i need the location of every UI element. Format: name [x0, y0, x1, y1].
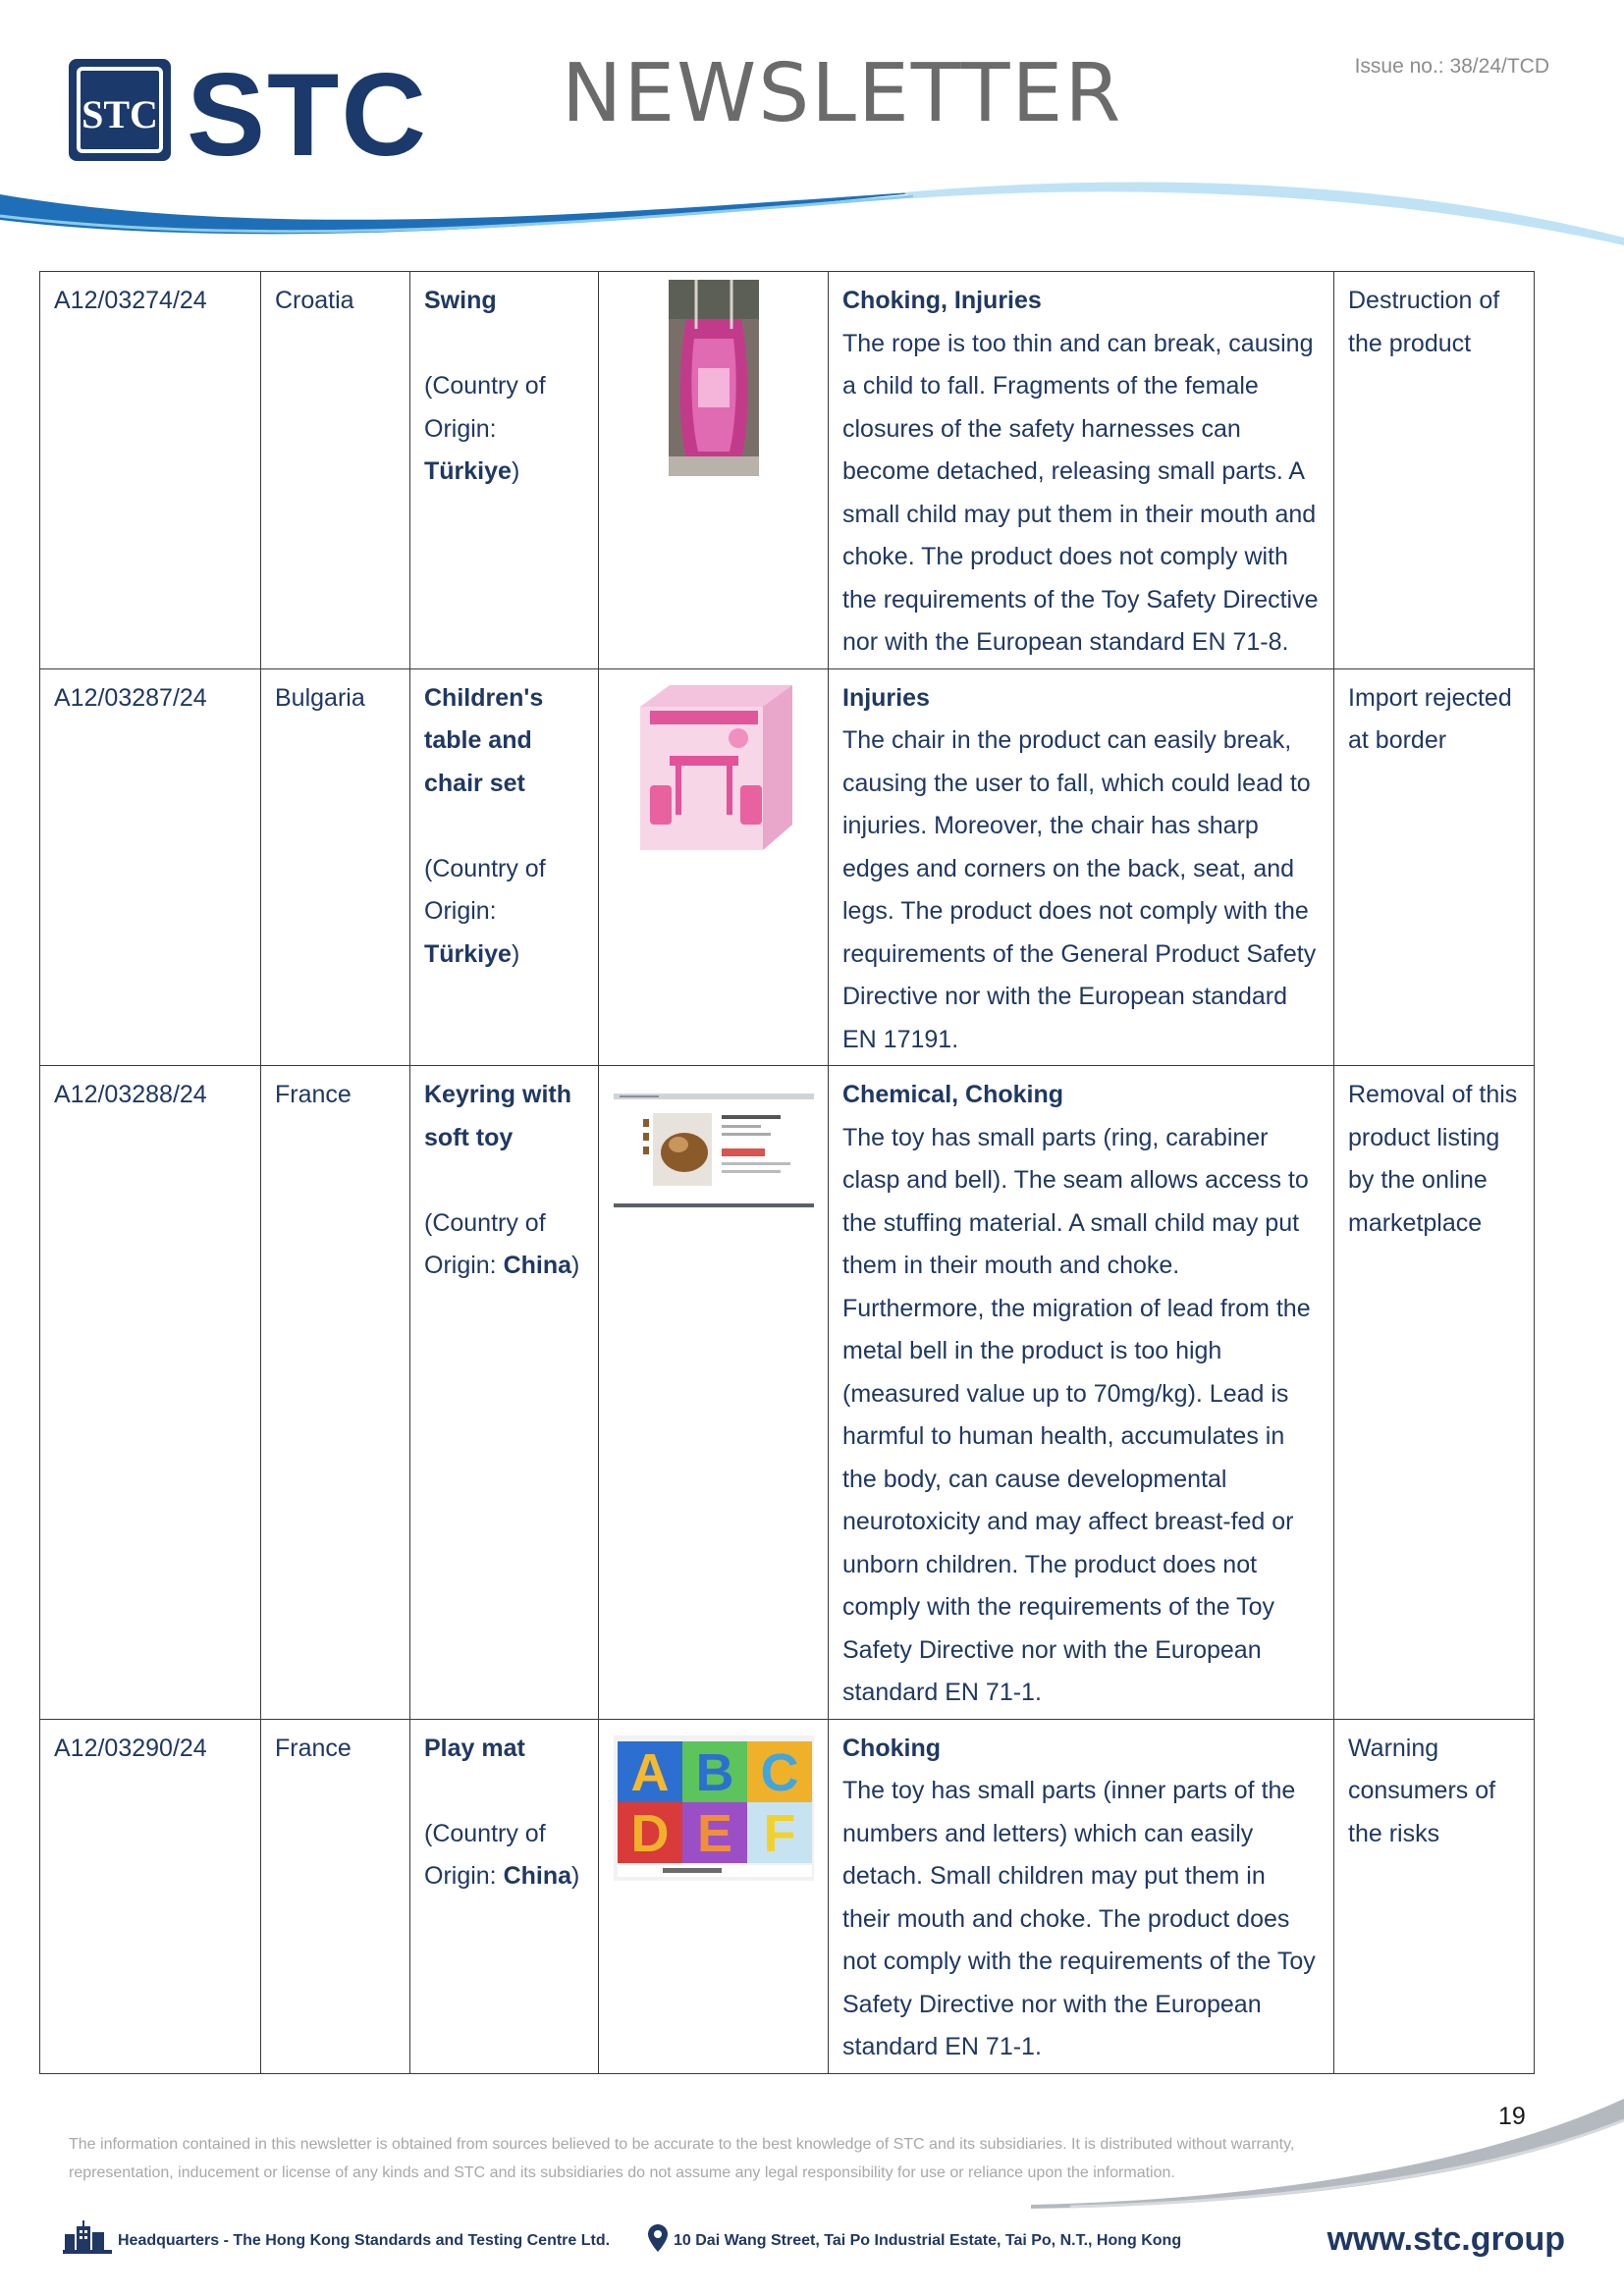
product-image-cell	[599, 272, 829, 669]
location-pin-icon	[648, 2224, 668, 2252]
origin-prefix: (Country of Origin:	[424, 372, 546, 443]
risk-type: Choking, Injuries	[842, 287, 1042, 314]
reference-number: A12/03274/24	[40, 272, 261, 669]
notifying-country: Bulgaria	[261, 668, 410, 1066]
risk-cell	[829, 1719, 1334, 2073]
product-image-cell	[599, 1719, 829, 2073]
origin-suffix: )	[511, 457, 520, 485]
measures-taken: Removal of this product listing by the online marketplace	[1334, 1066, 1535, 1720]
header-swoosh	[0, 177, 1624, 255]
risk-description: The rope is too thin and can break, causing a child to fall. Fragments of the female closures of the safety harnesses can become detached, releasing small parts. A small child may put them in their mouth and choke. The product does not comply with the requirements of the Toy Safety Directive nor with the European standard EN 71-8.	[842, 329, 1319, 656]
mat-letter: B	[695, 1742, 733, 1802]
logo-text: STC	[187, 57, 428, 165]
page-header	[0, 0, 1624, 255]
notifying-country: France	[261, 1719, 410, 2073]
newsletter-title: NEWSLETTER	[562, 47, 1123, 140]
risk-type: Injuries	[842, 683, 930, 712]
headquarters-text: Headquarters - The Hong Kong Standards and Testing Centre Ltd.	[118, 2232, 611, 2249]
product-cell	[410, 1719, 599, 2073]
product-image-cell	[599, 668, 829, 1066]
disclaimer-text: The information contained in this newsletter is obtained from sources believed to be accurate to the best knowledge of STC and its subsidiaries. It is distributed without warranty, representation, inducement or license of any kinds and STC and its subsidiaries do not assume any legal responsibility for use or reliance upon the information.	[69, 2136, 1295, 2181]
notifying-country: France	[261, 1066, 410, 1720]
product-cell	[410, 1066, 599, 1720]
origin-country: China	[503, 1252, 572, 1279]
page-footer	[63, 2220, 1565, 2260]
risk-description: The chair in the product can easily break, causing the user to fall, which could lead to injuries. Moreover, the chair has sharp edges and corners on the back, seat, and legs. The product does not comply with the requirements of the General Product Safety Directive nor with the European standard EN 17191.	[842, 726, 1317, 1053]
page-number: 19	[1498, 2103, 1526, 2130]
swing-product-photo	[669, 280, 759, 476]
product-cell	[410, 272, 599, 669]
table-row	[40, 1066, 1535, 1720]
origin-country: Türkiye	[424, 939, 512, 968]
table-row	[40, 668, 1535, 1066]
reference-number: A12/03290/24	[40, 1719, 261, 2073]
measures-taken: Warning consumers of the risks	[1334, 1719, 1535, 2073]
notifying-country: Croatia	[261, 272, 410, 669]
mat-letter: A	[630, 1742, 669, 1802]
origin-prefix: (Country of Origin:	[424, 1819, 546, 1890]
origin-country: Türkiye	[424, 457, 512, 485]
building-icon	[63, 2220, 112, 2254]
mat-letter: F	[763, 1803, 795, 1863]
logo-mark: STC	[81, 92, 158, 136]
website-link[interactable]: www.stc.group	[1326, 2220, 1565, 2258]
table-row	[40, 1719, 1535, 2073]
keyring-listing-screenshot	[614, 1094, 814, 1209]
risk-description: The toy has small parts (inner parts of the numbers and letters) which can easily detach. Small children may put them in their mouth and choke. The product does not comply with the requirements of the Toy Safety Directive nor with the European standard EN 71-1.	[842, 1777, 1316, 2060]
risk-type: Chemical, Choking	[842, 1081, 1064, 1108]
risk-type: Choking	[842, 1734, 941, 1762]
measures-taken: Destruction of the product	[1334, 272, 1535, 669]
risk-cell	[829, 272, 1334, 669]
product-recall-table	[39, 271, 1535, 2074]
abc-foam-play-mat-photo	[614, 1735, 814, 1881]
product-name: Play mat	[424, 1734, 525, 1762]
table-row	[40, 272, 1535, 669]
mat-letter: C	[760, 1742, 798, 1802]
risk-cell	[829, 668, 1334, 1066]
table-chair-box-photo	[630, 677, 797, 858]
reference-number: A12/03288/24	[40, 1066, 261, 1720]
address-text: 10 Dai Wang Street, Tai Po Industrial Estate, Tai Po, N.T., Hong Kong	[674, 2232, 1182, 2249]
risk-description: The toy has small parts (ring, carabiner clasp and bell). The seam allows access to the stuffing material. A small child may put them in their mouth and choke. Furthermore, the migration of lead from the metal bell in the product is too high (measured value up to 70mg/kg). Lead is harmful to human health, accumulates in the body, can cause developmental neurotoxicity and may affect breast-fed or unborn children. The product does not comply with the requirements of the Toy Safety Directive nor with the European standard EN 71-1.	[842, 1123, 1311, 1706]
origin-suffix: )	[571, 1862, 580, 1890]
mat-letter: D	[630, 1803, 669, 1863]
product-name: Children's table and chair set	[424, 683, 544, 797]
reference-number: A12/03287/24	[40, 668, 261, 1066]
product-cell	[410, 668, 599, 1066]
product-name: Swing	[424, 287, 497, 314]
measures-taken: Import rejected at border	[1334, 668, 1535, 1066]
product-name: Keyring with soft toy	[424, 1081, 572, 1151]
origin-suffix: )	[571, 1252, 580, 1279]
mat-letter: E	[696, 1803, 732, 1863]
product-image-cell	[599, 1066, 829, 1720]
origin-country: China	[503, 1862, 572, 1890]
origin-prefix: (Country of Origin:	[424, 854, 546, 925]
risk-cell	[829, 1066, 1334, 1720]
stc-logo	[67, 57, 460, 165]
origin-suffix: )	[511, 939, 520, 968]
issue-number: Issue no.: 38/24/TCD	[1354, 55, 1549, 78]
origin-prefix: (Country of Origin:	[424, 1208, 546, 1279]
